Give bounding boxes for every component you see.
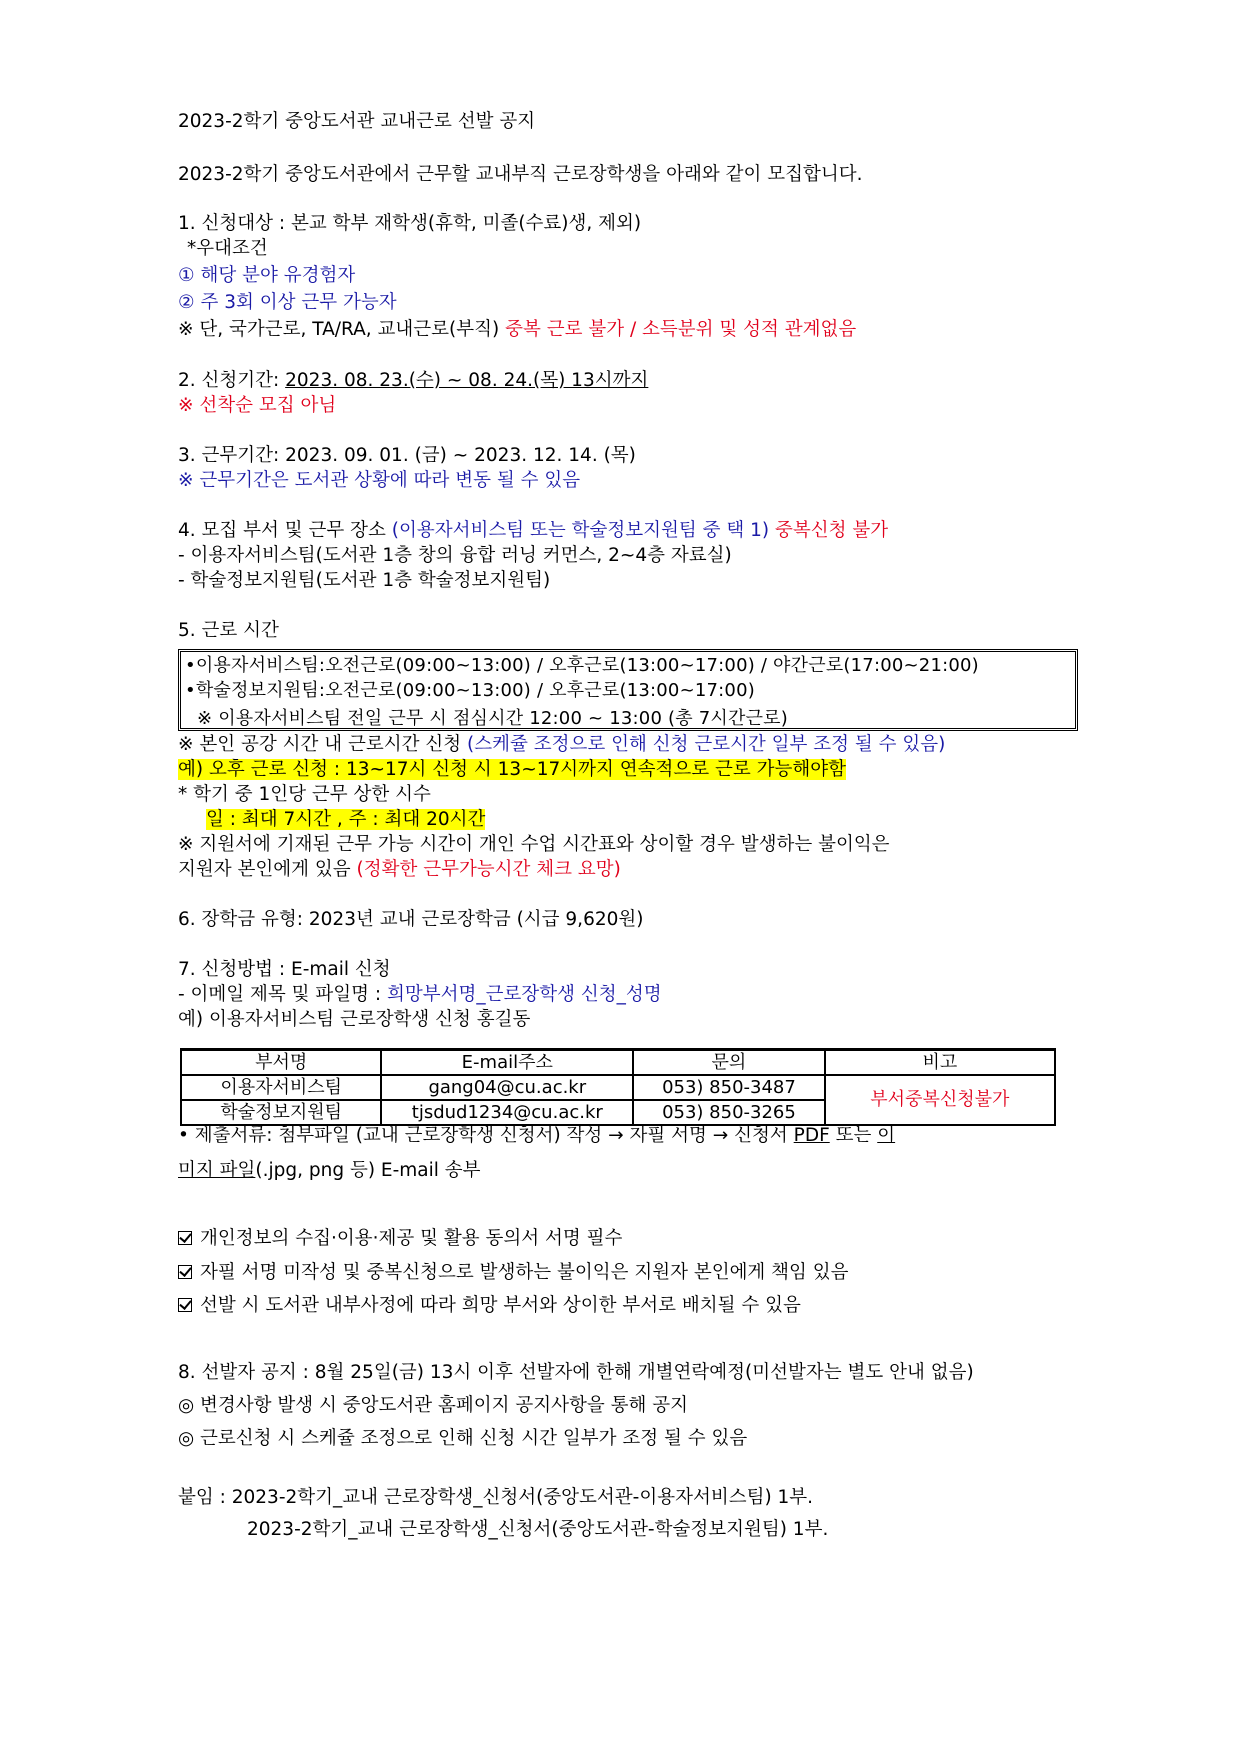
s5-limit: 일 : 최대 7시간 , 주 : 최대 20시간 (206, 809, 486, 830)
s5-heading: 5. 근로 시간 (178, 620, 279, 641)
s5-note3: * 학기 중 1인당 근무 상한 시수 (178, 784, 431, 805)
s1-note-b: 중복 근로 불가 / 소득분위 및 성적 관계없음 (505, 319, 857, 340)
s3-heading: 3. 근무기간: 2023. 09. 01. (금) ~ 2023. 12. 14. (목) (178, 445, 636, 466)
s4-item2: - 학술정보지원팀(도서관 1층 학술정보지원팀) (178, 570, 551, 591)
check-text: 자필 서명 미작성 및 중복신청으로 발생하는 불이익은 지원자 본인에게 책임 있음 (200, 1262, 849, 1283)
s5-note1-a: ※ 본인 공강 시간 내 근로시간 신청 (178, 734, 467, 755)
check-item (178, 1227, 622, 1251)
s7-heading: 7. 신청방법 : E-mail 신청 (178, 959, 391, 980)
s1-note (178, 318, 856, 342)
s1-pref: *우대조건 (187, 238, 268, 259)
s7-docs-cont (178, 1159, 481, 1183)
check-item (178, 1261, 849, 1285)
email-cell: gang04@cu.ac.kr (381, 1075, 633, 1100)
docs-a: • 제출서류: 첨부파일 (교내 근로장학생 신청서) 작성 → 자필 서명 → 신청서 (178, 1125, 794, 1146)
dept-cell: 학술정보지원팀 (181, 1100, 381, 1125)
s1-heading: 1. 신청대상 : 본교 학부 재학생(휴학, 미졸(수료)생, 제외) (178, 213, 642, 234)
phone-cell: 053) 850-3265 (633, 1100, 825, 1125)
docs-c: 이 (877, 1125, 896, 1146)
s2-label: 2. 신청기간: (178, 370, 286, 391)
s1-pref1: ① 해당 분야 유경험자 (178, 265, 356, 286)
checkbox-checked-icon (178, 1265, 192, 1279)
remark-cell: 부서중복신청불가 (825, 1075, 1055, 1125)
docs-b: 또는 (829, 1125, 878, 1146)
s5-note1-b: (스케쥴 조정으로 인해 신청 근로시간 일부 조정 될 수 있음) (467, 734, 946, 755)
work-hours-box (178, 649, 1078, 731)
s4-item1: - 이용자서비스팀(도서관 1층 창의 융합 러닝 커먼스, 2~4층 자료실) (178, 545, 732, 566)
s1-note-a: ※ 단, 국가근로, TA/RA, 교내근로(부직) (178, 319, 506, 340)
intro-text: 2023-2학기 중앙도서관에서 근무할 교내부직 근로장학생을 아래와 같이 모집합니다. (178, 164, 863, 185)
table-header: 문의 (633, 1050, 825, 1076)
s7-docs (178, 1124, 895, 1148)
s5-note2 (178, 758, 846, 782)
check-text: 선발 시 도서관 내부사정에 따라 희망 부서와 상이한 부서로 배치될 수 있음 (200, 1295, 801, 1316)
docs-pdf: PDF (793, 1125, 830, 1146)
s7-line2: 예) 이용자서비스팀 근로장학생 신청 홍길동 (178, 1009, 531, 1030)
doc-title: 2023-2학기 중앙도서관 교내근로 선발 공지 (178, 111, 536, 132)
s4-heading-a: 4. 모집 부서 및 근무 장소 (178, 520, 392, 541)
checkbox-checked-icon (178, 1231, 192, 1245)
s7-line1-a: - 이메일 제목 및 파일명 : (178, 984, 388, 1005)
attach-line1: 붙임 : 2023-2학기_교내 근로장학생_신청서(중앙도서관-이용자서비스팀) 1부. (178, 1487, 814, 1508)
table-header-row (181, 1050, 1055, 1076)
table-header: 부서명 (181, 1050, 381, 1076)
s4-heading (178, 519, 888, 543)
table-row (181, 1075, 1055, 1100)
s6-heading: 6. 장학금 유형: 2023년 교내 근로장학금 (시급 9,620원) (178, 909, 644, 930)
docs-e: (.jpg, png 등) E-mail 송부 (255, 1160, 481, 1181)
s7-line1 (178, 983, 662, 1007)
phone-cell: 053) 850-3487 (633, 1075, 825, 1100)
s2-period: 2023. 08. 23.(수) ~ 08. 24.(목) 13시까지 (285, 370, 649, 391)
s5-example: 예) 오후 근로 신청 : 13~17시 신청 시 13~17시까지 연속적으로 근로 가능해야함 (178, 759, 846, 780)
box-line3: ※ 이용자서비스팀 전일 근무 시 점심시간 12:00 ~ 13:00 (총 7시간근로) (197, 708, 788, 729)
check-item (178, 1294, 801, 1318)
check-text: 개인정보의 수집·이용·제공 및 활용 동의서 서명 필수 (200, 1228, 623, 1249)
s5-note6-a: 지원자 본인에게 있음 (178, 859, 357, 880)
s4-heading-b: (이용자서비스팀 또는 학술정보지원팀 중 택 1) (391, 520, 775, 541)
s5-note6 (178, 858, 621, 882)
s7-line1-b: 희망부서명_근로장학생 신청_성명 (387, 984, 662, 1005)
table-header: 비고 (825, 1050, 1055, 1076)
s8-note2: ◎ 근로신청 시 스케쥴 조정으로 인해 신청 시간 일부가 조정 될 수 있음 (178, 1428, 748, 1449)
box-line1: •이용자서비스팀:오전근로(09:00~13:00) / 오후근로(13:00~17:00) / 야간근로(17:00~21:00) (185, 655, 979, 676)
s8-heading: 8. 선발자 공지 : 8월 25일(금) 13시 이후 선발자에 한해 개별연락예정(미선발자는 별도 안내 없음) (178, 1362, 974, 1383)
s5-note1 (178, 733, 945, 757)
s1-pref2: ② 주 3회 이상 근무 가능자 (178, 292, 397, 313)
s5-note4 (206, 808, 485, 832)
s2-heading (178, 369, 648, 393)
box-line2: •학술정보지원팀:오전근로(09:00~13:00) / 오후근로(13:00~17:00) (185, 680, 755, 701)
checkbox-checked-icon (178, 1298, 192, 1312)
s3-note: ※ 근무기간은 도서관 상황에 따라 변동 될 수 있음 (178, 470, 581, 491)
email-cell: tjsdud1234@cu.ac.kr (381, 1100, 633, 1125)
s4-heading-c: 중복신청 불가 (774, 520, 889, 541)
docs-d: 미지 파일 (178, 1160, 256, 1181)
s5-note5: ※ 지원서에 기재된 근무 가능 시간이 개인 수업 시간표와 상이할 경우 발생하는 불이익은 (178, 834, 890, 855)
dept-cell: 이용자서비스팀 (181, 1075, 381, 1100)
s8-note1: ◎ 변경사항 발생 시 중앙도서관 홈페이지 공지사항을 통해 공지 (178, 1395, 688, 1416)
table-header: E-mail주소 (381, 1050, 633, 1076)
s5-note6-b: (정확한 근무가능시간 체크 요망) (356, 859, 621, 880)
contact-table (180, 1048, 1056, 1126)
s2-note: ※ 선착순 모집 아님 (178, 395, 337, 416)
attach-line2: 2023-2학기_교내 근로장학생_신청서(중앙도서관-학술정보지원팀) 1부. (247, 1519, 829, 1540)
